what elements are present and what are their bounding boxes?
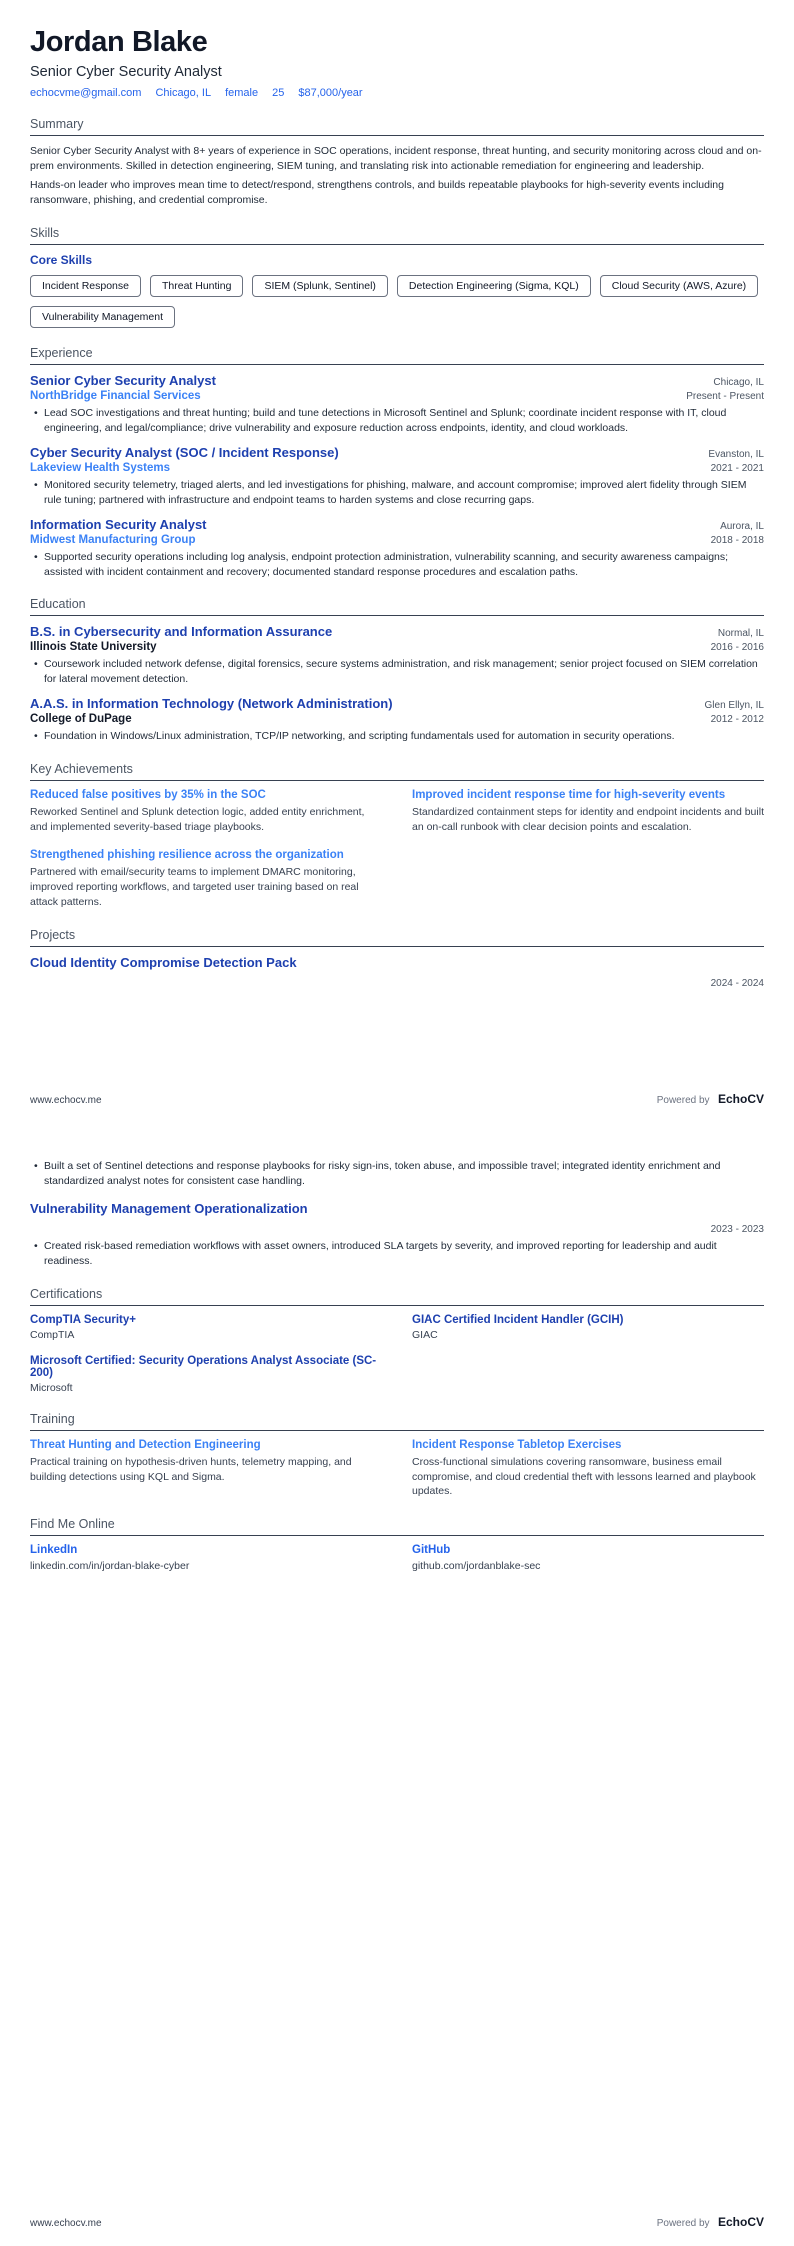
education-dates: 2012 - 2012 bbox=[710, 714, 764, 726]
job-title: Information Security Analyst bbox=[30, 516, 207, 532]
section-summary bbox=[30, 117, 764, 208]
contact-location: Chicago, IL bbox=[155, 87, 212, 100]
summary-paragraph: Senior Cyber Security Analyst with 8+ years of experience in SOC operations, incident response, threat hunting, and security monitoring across cloud and on-prem environments. Skilled in detection engineering, SIEM tuning, and translating risk into actionable remediation for engineering and leadership. bbox=[30, 145, 762, 173]
job-dates: 2018 - 2018 bbox=[710, 534, 764, 546]
contact-email[interactable]: echocvme@gmail.com bbox=[30, 87, 142, 100]
achievement-item bbox=[412, 789, 764, 835]
contact-row bbox=[30, 87, 764, 99]
skill-chip: Vulnerability Management bbox=[30, 306, 175, 328]
project-bullet-list bbox=[30, 1159, 764, 1189]
section-label-achievements: Key Achievements bbox=[30, 762, 764, 781]
section-projects bbox=[30, 928, 764, 989]
certification-name: GIAC Certified Incident Handler (GCIH) bbox=[412, 1313, 624, 1326]
experience-body bbox=[30, 373, 764, 579]
experience-entry bbox=[30, 445, 764, 508]
section-find-me-online bbox=[30, 1517, 764, 1572]
resume-page-2 bbox=[0, 1123, 794, 2246]
education-body bbox=[30, 624, 764, 744]
experience-entry bbox=[30, 373, 764, 436]
section-certifications bbox=[30, 1287, 764, 1394]
school-name: Illinois State University bbox=[30, 641, 157, 654]
candidate-name: Jordan Blake bbox=[30, 26, 208, 58]
company-name: Midwest Manufacturing Group bbox=[30, 533, 196, 546]
job-title: Cyber Security Analyst (SOC / Incident Response) bbox=[30, 444, 339, 460]
certification-issuer: GIAC bbox=[412, 1328, 438, 1341]
page-footer bbox=[30, 1090, 764, 1108]
education-bullet: • Foundation in Windows/Linux administration, TCP/IP networking, and scripting fundamentals used for automation in security operations. bbox=[44, 729, 764, 744]
achievements-grid bbox=[30, 789, 764, 910]
section-label-summary: Summary bbox=[30, 117, 764, 136]
contact-gender: female bbox=[225, 87, 259, 100]
job-title: Senior Cyber Security Analyst bbox=[30, 372, 216, 388]
online-profile-url[interactable]: github.com/jordanblake-sec bbox=[412, 1560, 541, 1573]
contact-salary: $87,000/year bbox=[298, 87, 363, 100]
certification-issuer: Microsoft bbox=[30, 1381, 73, 1394]
achievement-item bbox=[30, 789, 382, 835]
project-title: Vulnerability Management Operationalization bbox=[30, 1200, 308, 1216]
training-title: Incident Response Tabletop Exercises bbox=[412, 1438, 622, 1451]
job-dates: 2021 - 2021 bbox=[710, 462, 764, 474]
job-bullet: • Monitored security telemetry, triaged alerts, and led investigations for phishing, malware, and account compromise; improved alert fidelity through SIEM rule tuning; partnered with infrastructure and endpoint teams to harden systems and close recurring gaps. bbox=[44, 478, 764, 508]
certification-item bbox=[30, 1355, 382, 1394]
section-label-education: Education bbox=[30, 597, 764, 616]
section-label-training: Training bbox=[30, 1412, 764, 1431]
project-entry bbox=[30, 955, 764, 989]
company-name: Lakeview Health Systems bbox=[30, 461, 170, 474]
school-location: Normal, IL bbox=[717, 628, 764, 640]
section-experience bbox=[30, 346, 764, 579]
training-grid bbox=[30, 1439, 764, 1500]
achievement-title: Strengthened phishing resilience across the organization bbox=[30, 848, 344, 861]
skill-chip: Cloud Security (AWS, Azure) bbox=[600, 275, 758, 297]
job-bullet: • Supported security operations including log analysis, endpoint protection administration, vulnerability scanning, and security awareness campaigns; assisted with incident containment and recovery; documented standard response procedures and escalation paths. bbox=[44, 550, 764, 580]
certification-name: CompTIA Security+ bbox=[30, 1313, 136, 1326]
job-dates: Present - Present bbox=[686, 390, 764, 402]
certifications-grid bbox=[30, 1314, 764, 1394]
job-location: Chicago, IL bbox=[713, 376, 764, 388]
section-education bbox=[30, 597, 764, 744]
education-entry bbox=[30, 624, 764, 687]
projects-body bbox=[30, 955, 764, 989]
echocv-brand[interactable]: EchoCV bbox=[717, 2215, 764, 2229]
job-location: Aurora, IL bbox=[720, 520, 764, 532]
online-profile-url[interactable]: linkedin.com/in/jordan-blake-cyber bbox=[30, 1560, 190, 1573]
training-description: Cross-functional simulations covering ransomware, business email compromise, and cloud credential theft with lessons learned and playbook updates. bbox=[412, 1455, 756, 1498]
training-title: Threat Hunting and Detection Engineering bbox=[30, 1438, 261, 1451]
experience-entry bbox=[30, 517, 764, 580]
online-profile-item bbox=[30, 1544, 382, 1572]
achievement-description: Reworked Sentinel and Splunk detection logic, added entity enrichment, and implemented severity-based triage playbooks. bbox=[30, 806, 365, 834]
section-achievements bbox=[30, 762, 764, 910]
degree-title: B.S. in Cybersecurity and Information Assurance bbox=[30, 624, 333, 640]
section-skills bbox=[30, 226, 764, 328]
skill-chip: Incident Response bbox=[30, 275, 141, 297]
school-name: College of DuPage bbox=[30, 713, 132, 726]
education-entry bbox=[30, 696, 764, 744]
training-description: Practical training on hypothesis-driven hunts, telemetry mapping, and building detections using KQL and Sigma. bbox=[30, 1455, 352, 1483]
echocv-brand[interactable]: EchoCV bbox=[717, 1092, 764, 1106]
summary-paragraph: Hands-on leader who improves mean time to detect/respond, strengthens controls, and builds repeatable playbooks for high-severity events including ransomware, phishing, and credential compromise. bbox=[30, 179, 724, 207]
online-grid bbox=[30, 1544, 764, 1572]
skills-body bbox=[30, 253, 764, 328]
degree-title: A.A.S. in Information Technology (Network Administration) bbox=[30, 696, 393, 712]
skills-group-title: Core Skills bbox=[30, 252, 93, 267]
project-bullet: • Created risk-based remediation workflows with asset owners, introduced SLA targets by severity, and improved reporting for leadership and audit readiness. bbox=[44, 1239, 764, 1269]
project-bullet: • Built a set of Sentinel detections and response playbooks for risky sign-ins, token abuse, and impossible travel; integrated identity enrichment and standardized analyst notes for consistent case handling. bbox=[44, 1159, 764, 1189]
skill-chip: SIEM (Splunk, Sentinel) bbox=[252, 275, 387, 297]
achievement-description: Partnered with email/security teams to implement DMARC monitoring, improved reporting workflows, and targeted user training based on real attack patterns. bbox=[30, 865, 359, 908]
section-label-projects: Projects bbox=[30, 928, 764, 947]
powered-by-label: Powered by bbox=[656, 1095, 710, 1106]
online-profile-label: GitHub bbox=[412, 1544, 451, 1557]
skill-chip-list bbox=[30, 275, 764, 328]
project-dates: 2024 - 2024 bbox=[710, 977, 764, 989]
footer-powered-group bbox=[657, 2213, 764, 2231]
section-label-certifications: Certifications bbox=[30, 1287, 764, 1306]
training-item bbox=[412, 1439, 764, 1500]
page-footer bbox=[30, 2213, 764, 2231]
job-location: Evanston, IL bbox=[708, 448, 764, 460]
achievement-item bbox=[30, 849, 382, 910]
section-label-experience: Experience bbox=[30, 346, 764, 365]
education-bullet: • Coursework included network defense, digital forensics, secure systems administration, and risk management; senior project focused on SIEM correlation for lateral movement detection. bbox=[44, 657, 764, 687]
school-location: Glen Ellyn, IL bbox=[704, 700, 764, 712]
powered-by-label: Powered by bbox=[656, 2218, 710, 2229]
skill-chip: Threat Hunting bbox=[150, 275, 243, 297]
contact-age: 25 bbox=[272, 87, 285, 100]
online-profile-item bbox=[412, 1544, 764, 1572]
project-title: Cloud Identity Compromise Detection Pack bbox=[30, 954, 297, 970]
training-item bbox=[30, 1439, 382, 1500]
achievement-title: Reduced false positives by 35% in the SOC bbox=[30, 789, 266, 802]
education-dates: 2016 - 2016 bbox=[710, 642, 764, 654]
project-dates: 2023 - 2023 bbox=[710, 1223, 764, 1235]
footer-site-link[interactable]: www.echocv.me bbox=[30, 2218, 102, 2229]
summary-body bbox=[30, 144, 764, 208]
footer-powered-group bbox=[657, 1090, 764, 1108]
footer-site-link[interactable]: www.echocv.me bbox=[30, 1095, 102, 1106]
section-label-skills: Skills bbox=[30, 226, 764, 245]
certification-name: Microsoft Certified: Security Operations Analyst Associate (SC-200) bbox=[30, 1354, 377, 1379]
online-profile-label: LinkedIn bbox=[30, 1544, 78, 1557]
skill-chip: Detection Engineering (Sigma, KQL) bbox=[397, 275, 591, 297]
section-training bbox=[30, 1412, 764, 1500]
certification-issuer: CompTIA bbox=[30, 1328, 75, 1341]
company-name: NorthBridge Financial Services bbox=[30, 389, 201, 402]
certification-item bbox=[30, 1314, 382, 1341]
certification-item bbox=[412, 1314, 764, 1341]
resume-header bbox=[30, 26, 764, 99]
achievement-description: Standardized containment steps for identity and endpoint incidents and built an on-call runbook with clear decision points and escalation. bbox=[412, 806, 764, 834]
project-entry bbox=[30, 1201, 764, 1269]
candidate-title: Senior Cyber Security Analyst bbox=[30, 64, 222, 81]
section-label-find-me-online: Find Me Online bbox=[30, 1517, 764, 1536]
job-bullet: • Lead SOC investigations and threat hunting; build and tune detections in Microsoft Sentinel and Splunk; coordinate incident response with IT, cloud engineering, and legal/compliance; drive vulnerability and exposure reduction across endpoints, identity, and cloud workloads. bbox=[44, 406, 764, 436]
achievement-title: Improved incident response time for high-severity events bbox=[412, 789, 726, 802]
